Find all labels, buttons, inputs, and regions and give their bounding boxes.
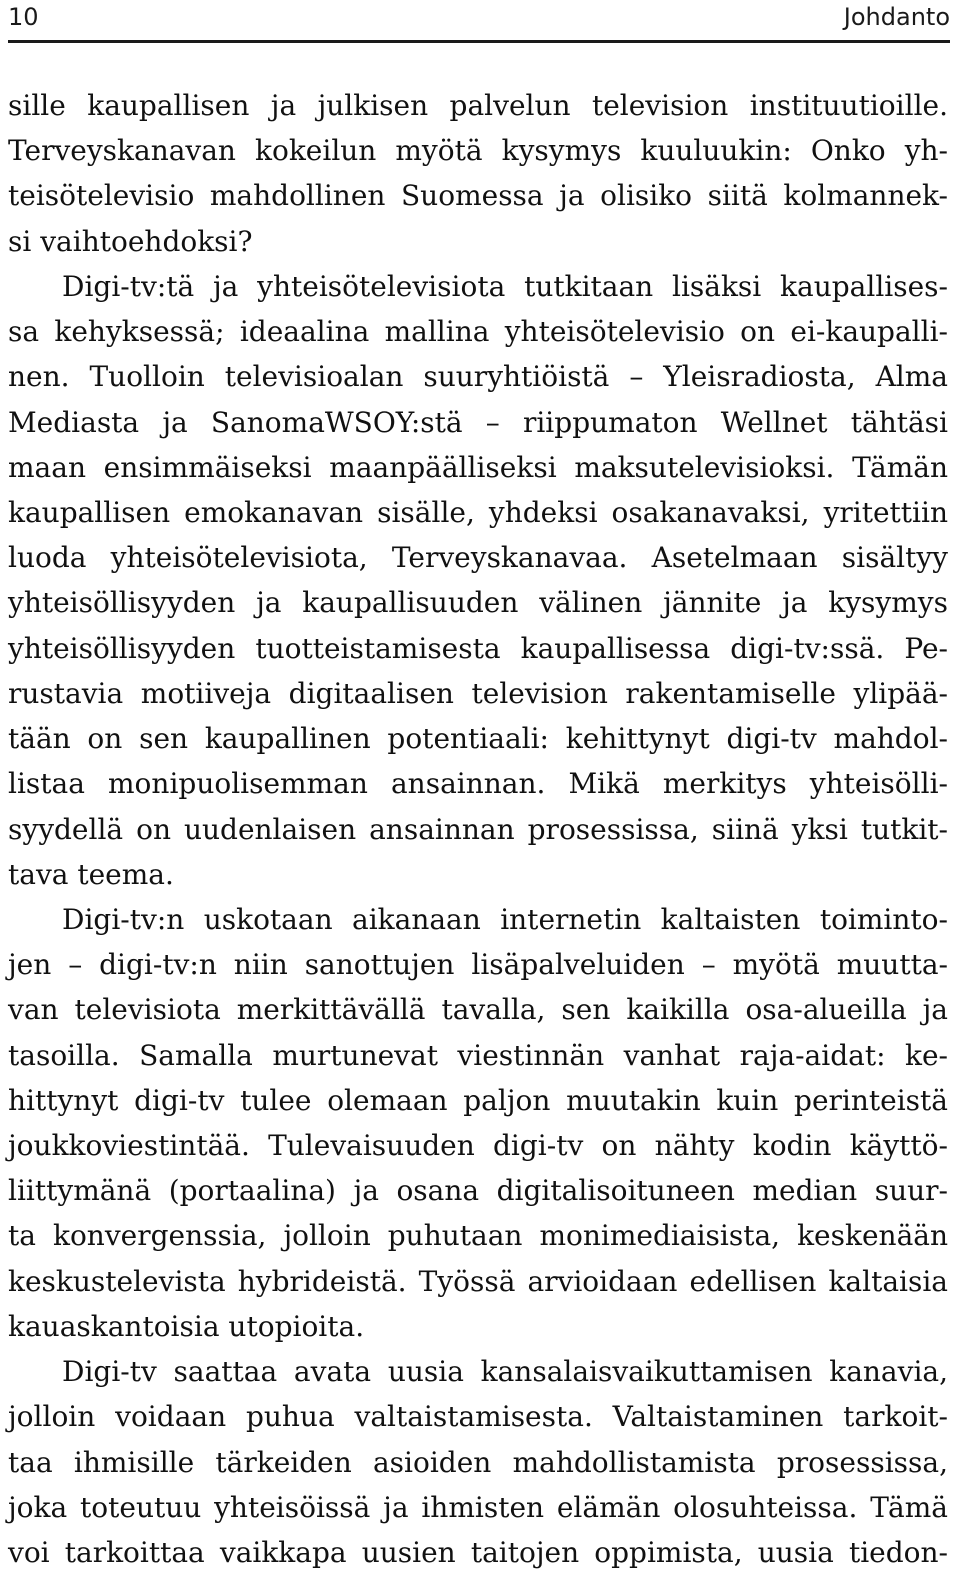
text-line: van televisiota merkittävällä tavalla, sen kaikilla osa-alueilla ja: [8, 993, 948, 1026]
text-line: hittynyt digi-tv tulee olemaan paljon muutakin kuin perinteistä: [8, 1084, 948, 1117]
text-line: joukkoviestintää. Tulevaisuuden digi-tv on nähty kodin käyttö-: [8, 1129, 948, 1162]
text-line: taa ihmisille tärkeiden asioiden mahdollistamista prosessissa,: [8, 1446, 948, 1479]
text-line: tään on sen kaupallinen potentiaali: kehittynyt digi-tv mahdol-: [8, 722, 948, 755]
text-line: Digi-tv:tä ja yhteisötelevisiota tutkitaan lisäksi kaupallises-: [62, 270, 948, 303]
text-line: yhteisöllisyyden tuotteistamisesta kaupallisessa digi-tv:ssä. Pe-: [8, 632, 948, 665]
text-line: Mediasta ja SanomaWSOY:stä – riippumaton Wellnet tähtäsi: [8, 406, 948, 439]
text-line: tava teema.: [8, 858, 174, 891]
text-line: voi tarkoittaa vaikkapa uusien taitojen oppimista, uusia tiedon-: [8, 1536, 948, 1569]
text-line: yhteisöllisyyden ja kaupallisuuden välinen jännite ja kysymys: [8, 586, 948, 619]
text-line: syydellä on uudenlaisen ansainnan prosessissa, siinä yksi tutkit-: [8, 813, 948, 846]
text-line: nen. Tuolloin televisioalan suuryhtiöistä – Yleisradiosta, Alma: [8, 360, 948, 393]
text-line: joka toteutuu yhteisöissä ja ihmisten elämän olosuhteissa. Tämä: [8, 1491, 948, 1524]
text-line: liittymänä (portaalina) ja osana digitalisoituneen median suur-: [8, 1174, 948, 1207]
text-line: rustavia motiiveja digitaalisen television rakentamiselle ylipää-: [8, 677, 948, 710]
text-line: tasoilla. Samalla murtunevat viestinnän vanhat raja-aidat: ke-: [8, 1039, 948, 1072]
text-line: Digi-tv saattaa avata uusia kansalaisvaikuttamisen kanavia,: [62, 1355, 948, 1388]
text-line: luoda yhteisötelevisiota, Terveyskanavaa. Asetelmaan sisältyy: [8, 541, 948, 574]
running-head: Johdanto: [843, 3, 950, 31]
text-line: sa kehyksessä; ideaalina mallina yhteisötelevisio on ei-kaupalli-: [8, 315, 948, 348]
text-line: Digi-tv:n uskotaan aikanaan internetin kaltaisten toiminto-: [62, 903, 948, 936]
text-line: listaa monipuolisemman ansainnan. Mikä merkitys yhteisölli-: [8, 767, 948, 800]
text-line: jen – digi-tv:n niin sanottujen lisäpalveluiden – myötä muutta-: [8, 948, 948, 981]
text-line: Terveyskanavan kokeilun myötä kysymys kuuluukin: Onko yh-: [8, 134, 948, 167]
text-line: kauaskantoisia utopioita.: [8, 1310, 365, 1343]
text-line: jolloin voidaan puhua valtaistamisesta. Valtaistaminen tarkoit-: [8, 1400, 948, 1433]
text-line: si vaihtoehdoksi?: [8, 225, 253, 258]
page-header: [8, 0, 950, 43]
text-line: teisötelevisio mahdollinen Suomessa ja olisiko siitä kolmannek-: [8, 179, 948, 212]
text-line: sille kaupallisen ja julkisen palvelun television instituutioille.: [8, 89, 948, 122]
page-number: 10: [8, 3, 39, 31]
text-line: kaupallisen emokanavan sisälle, yhdeksi osakanavaksi, yritettiin: [8, 496, 948, 529]
text-line: ta konvergenssia, jolloin puhutaan monimediaisista, keskenään: [8, 1219, 948, 1252]
text-line: keskustelevista hybrideistä. Työssä arvioidaan edellisen kaltaisia: [8, 1265, 948, 1298]
text-line: maan ensimmäiseksi maanpäälliseksi maksutelevisioksi. Tämän: [8, 451, 948, 484]
